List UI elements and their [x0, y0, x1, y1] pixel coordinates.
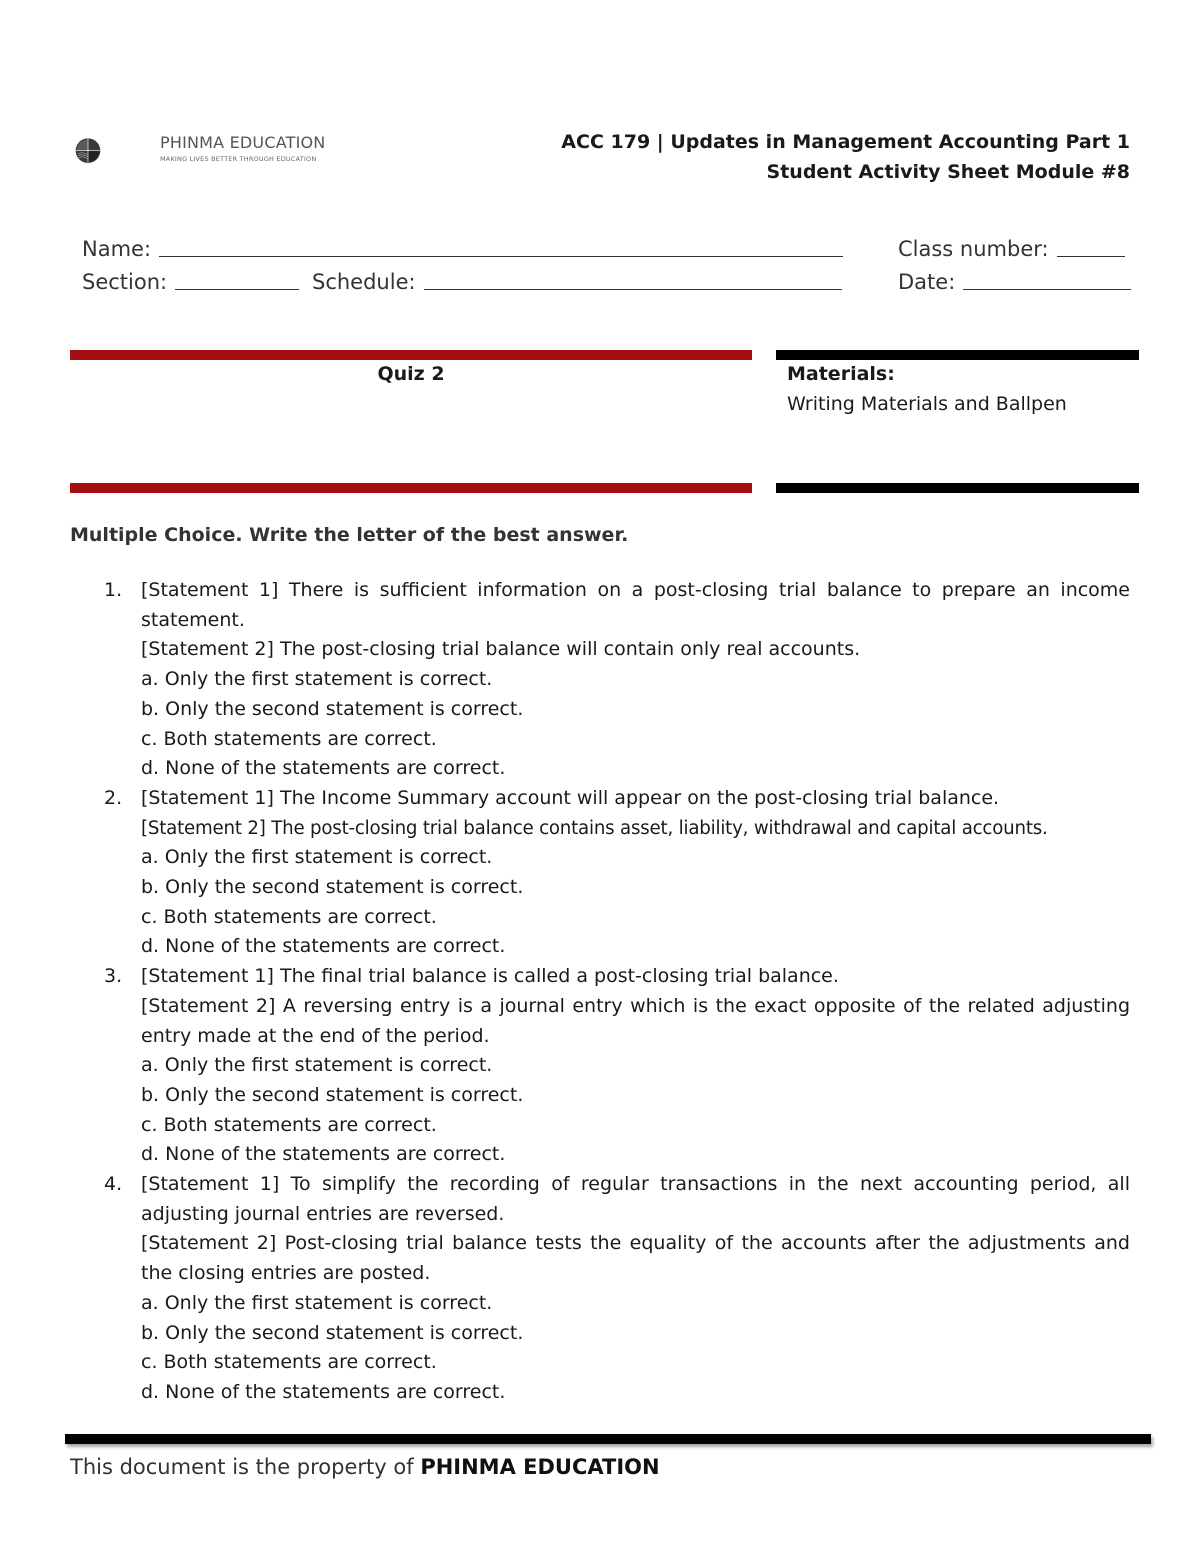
choice-c: c. Both statements are correct.	[141, 1351, 437, 1374]
phinma-logo	[74, 112, 164, 190]
logo-tagline: MAKING LIVES BETTER THROUGH EDUCATION	[160, 155, 317, 163]
choice-a: a. Only the first statement is correct.	[141, 1054, 493, 1077]
choice-d: d. None of the statements are correct.	[141, 757, 506, 780]
choice-a: a. Only the first statement is correct.	[141, 1291, 493, 1314]
schedule-input-line[interactable]	[424, 271, 842, 290]
name-label: Name:	[82, 237, 152, 261]
question-statement-2: [Statement 2] The post-closing trial balance contains asset, liability, withdrawal and capital accounts.	[141, 817, 1048, 839]
question-item	[100, 784, 1130, 962]
activity-bottom-bar	[70, 483, 752, 493]
question-statement-1: [Statement 1] The final trial balance is called a post-closing trial balance.	[141, 965, 839, 988]
date-input-line[interactable]	[963, 271, 1131, 290]
choice-d: d. None of the statements are correct.	[141, 935, 506, 958]
date-row	[898, 270, 1131, 294]
question-item	[100, 1170, 1130, 1408]
footer-bar	[65, 1434, 1151, 1444]
footer-owner: PHINMA EDUCATION	[420, 1455, 660, 1479]
class-number-label: Class number:	[898, 237, 1049, 261]
materials-label: Materials:	[787, 363, 895, 385]
choice-b: b. Only the second statement is correct.	[141, 876, 524, 899]
question-item	[100, 576, 1130, 784]
choice-b: b. Only the second statement is correct.	[141, 1083, 524, 1106]
choice-b: b. Only the second statement is correct.	[141, 1321, 524, 1344]
materials-value: Writing Materials and Ballpen	[787, 393, 1067, 415]
question-number: 3.	[104, 965, 123, 988]
instructions: Multiple Choice. Write the letter of the best answer.	[70, 524, 629, 546]
footer-text	[70, 1455, 660, 1479]
choice-c: c. Both statements are correct.	[141, 727, 437, 750]
choice-c: c. Both statements are correct.	[141, 1113, 437, 1136]
question-statement-1: [Statement 1] The Income Summary account will appear on the post-closing trial balance.	[141, 786, 1000, 809]
question-statement-1: [Statement 1] There is sufficient information on a post-closing trial balance to prepare an income statement.	[141, 579, 1130, 631]
question-item	[100, 962, 1130, 1170]
section-row	[82, 270, 299, 294]
logo-name: PHINMA EDUCATION	[160, 133, 326, 152]
footer-prefix: This document is the property of	[70, 1455, 414, 1479]
module-title: Student Activity Sheet Module #8	[766, 161, 1130, 183]
class-number-row	[898, 237, 1125, 261]
question-number: 1.	[104, 579, 123, 601]
section-label: Section:	[82, 270, 168, 294]
choice-a: a. Only the first statement is correct.	[141, 846, 493, 869]
choice-c: c. Both statements are correct.	[141, 905, 437, 928]
question-number: 4.	[104, 1173, 123, 1196]
class-number-input-line[interactable]	[1057, 238, 1125, 257]
date-label: Date:	[898, 270, 956, 294]
question-statement-1: [Statement 1] To simplify the recording of regular transactions in the next accounting period, all adjusting journal entries are reversed.	[141, 1173, 1130, 1225]
activity-title: Quiz 2	[377, 363, 445, 385]
name-field-row	[82, 237, 843, 261]
question-statement-2: [Statement 2] Post-closing trial balance tests the equality of the accounts after the adjustments and the closing entries are posted.	[141, 1232, 1130, 1285]
section-input-line[interactable]	[175, 271, 299, 290]
choice-a: a. Only the first statement is correct.	[141, 668, 493, 691]
name-input-line[interactable]	[159, 238, 843, 257]
schedule-label: Schedule:	[312, 270, 416, 294]
question-list	[100, 576, 1130, 1408]
question-statement-2: [Statement 2] The post-closing trial balance will contain only real accounts.	[141, 638, 861, 661]
activity-top-bar	[70, 350, 752, 360]
choice-b: b. Only the second statement is correct.	[141, 697, 524, 720]
choice-d: d. None of the statements are correct.	[141, 1380, 506, 1403]
materials-bottom-bar	[776, 483, 1139, 493]
course-title: ACC 179 | Updates in Management Accounting Part 1	[561, 131, 1130, 153]
schedule-row	[312, 270, 842, 294]
choice-d: d. None of the statements are correct.	[141, 1143, 506, 1166]
materials-top-bar	[776, 350, 1139, 360]
question-number: 2.	[104, 786, 123, 809]
question-statement-2: [Statement 2] A reversing entry is a journal entry which is the exact opposite of the related adjusting entry made at the end of the period.	[141, 994, 1130, 1047]
